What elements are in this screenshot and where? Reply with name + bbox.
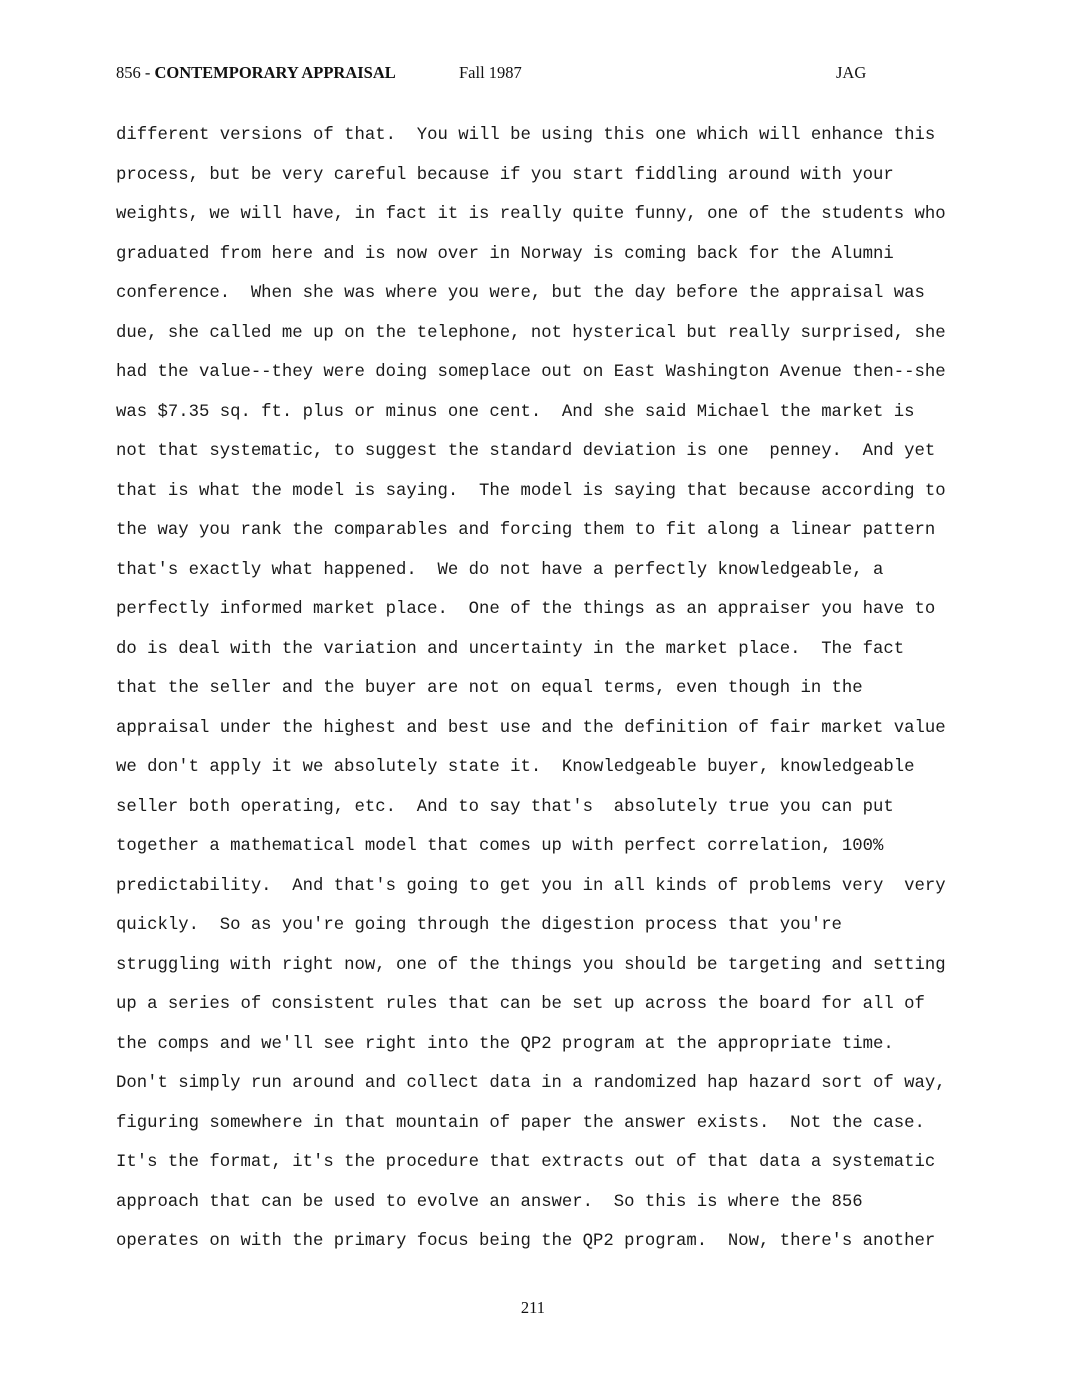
text-line: the way you rank the comparables and forcing them to fit along a linear pattern [116,521,936,540]
text-line: the comps and we'll see right into the QP2 program at the appropriate time. [116,1034,894,1054]
text-line: struggling with right now, one of the things you should be targeting and setting [116,955,946,975]
text-line: due, she called me up on the telephone, not hysterical but really surprised, she [116,323,946,343]
course-title: CONTEMPORARY APPRAISAL [154,63,396,82]
text-line: together a mathematical model that comes up with perfect correlation, 100% [116,837,884,856]
text-line: different versions of that. You will be using this one which will enhance this [116,126,936,145]
text-line: approach that can be used to evolve an answer. So this is where the 856 [116,1192,863,1212]
text-line: Don't simply run around and collect data in a randomized hap hazard sort of way, [116,1074,946,1093]
text-line: that is what the model is saying. The model is saying that because according to [116,481,946,501]
text-line: graduated from here and is now over in Norway is coming back for the Alumni [116,244,894,264]
course-number: 856 - [116,63,155,82]
text-line: It's the format, it's the procedure that extracts out of that data a systematic [116,1153,936,1172]
transcript-body [116,116,966,1262]
text-line: operates on with the primary focus being the QP2 program. Now, there's another [116,1232,936,1251]
page-number: 211 [520,1298,546,1317]
text-line: appraisal under the highest and best use and the definition of fair market value [116,718,946,738]
text-line: predictability. And that's going to get you in all kinds of problems very very [116,876,946,896]
text-line: seller both operating, etc. And to say that's absolutely true you can put [116,797,894,817]
text-line: perfectly informed market place. One of the things as an appraiser you have to [116,600,936,619]
text-line: weights, we will have, in fact it is really quite funny, one of the students who [116,205,946,224]
author-initials: JAG [836,63,867,82]
course-heading [116,62,396,84]
text-line: was $7.35 sq. ft. plus or minus one cent. And she said Michael the market is [116,402,915,422]
text-line: we don't apply it we absolutely state it. Knowledgeable buyer, knowledgeable [116,758,915,777]
text-line: process, but be very careful because if you start fiddling around with your [116,165,894,185]
text-line: quickly. So as you're going through the digestion process that you're [116,916,842,935]
text-line: that the seller and the buyer are not on equal terms, even though in the [116,679,863,698]
text-line: do is deal with the variation and uncertainty in the market place. The fact [116,639,905,659]
term-label: Fall 1987 [459,63,522,82]
text-line: up a series of consistent rules that can be set up across the board for all of [116,995,925,1014]
text-line: conference. When she was where you were, but the day before the appraisal was [116,284,925,303]
text-line: that's exactly what happened. We do not have a perfectly knowledgeable, a [116,560,884,580]
text-line: had the value--they were doing someplace out on East Washington Avenue then--she [116,363,946,382]
text-line: figuring somewhere in that mountain of paper the answer exists. Not the case. [116,1113,925,1133]
text-line: not that systematic, to suggest the standard deviation is one penney. And yet [116,442,936,461]
page-header [116,62,956,84]
